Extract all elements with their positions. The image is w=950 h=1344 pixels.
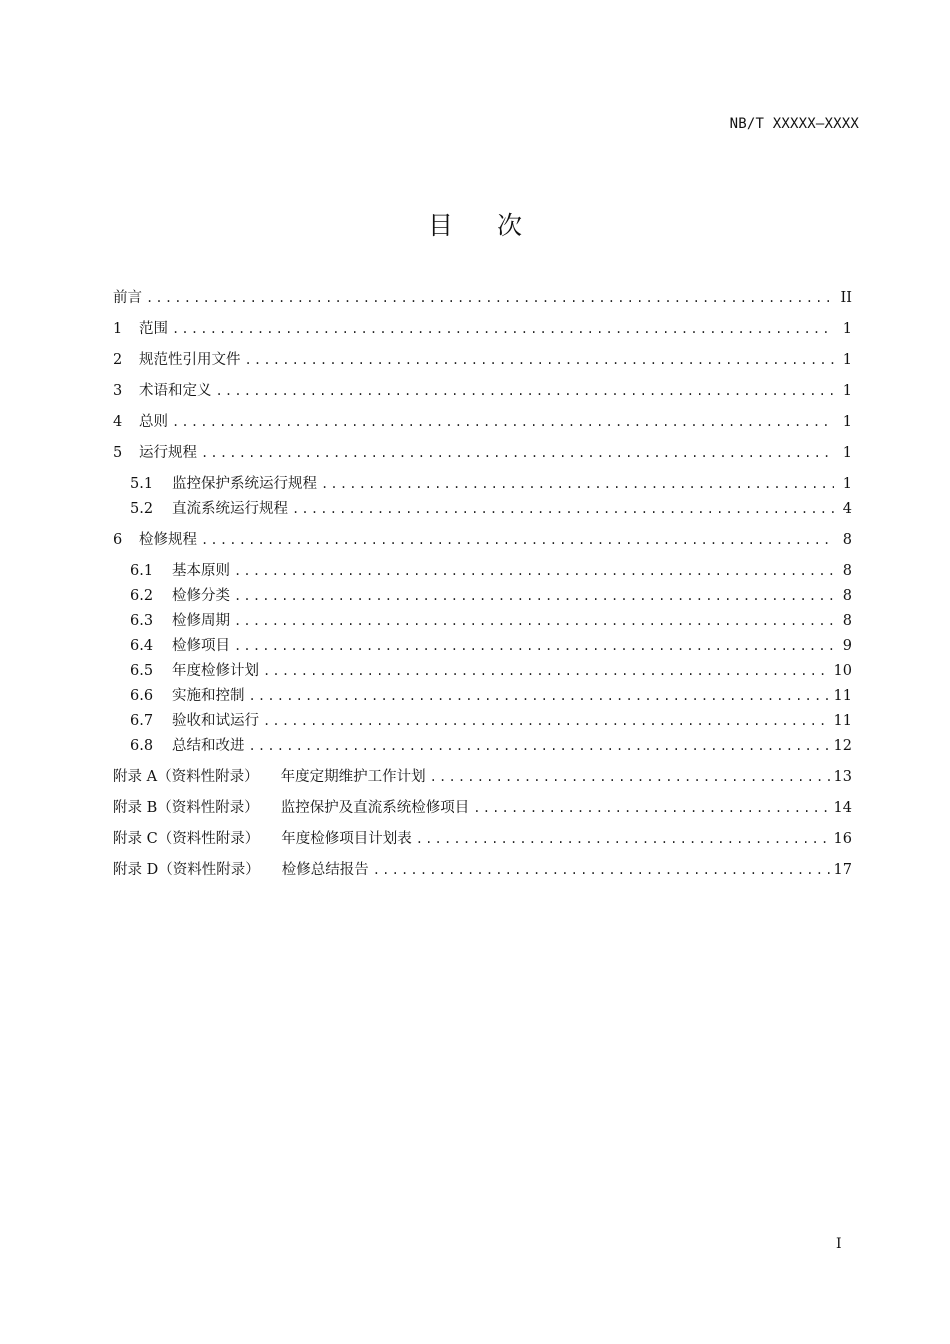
toc-title-char-2: 次 xyxy=(497,211,523,240)
toc-item-number: 2 xyxy=(113,352,123,368)
toc-leader xyxy=(234,585,834,607)
toc-leader xyxy=(373,859,830,881)
toc-item-number: 4 xyxy=(113,414,123,430)
toc-item-page: 16 xyxy=(833,831,852,847)
toc-item-number: 6.2 xyxy=(130,588,154,604)
toc-item-label: 检修周期 xyxy=(172,613,230,629)
toc-item-5-2[interactable] xyxy=(130,498,852,520)
toc-item-page: 13 xyxy=(833,769,852,785)
toc-leader xyxy=(263,710,830,732)
toc-item-label: 监控保护及直流系统检修项目 xyxy=(280,800,470,816)
toc-item-page: 1 xyxy=(842,414,852,430)
toc-leader xyxy=(321,473,834,495)
toc-item-label: 监控保护系统运行规程 xyxy=(172,476,317,492)
toc-item-label: 运行规程 xyxy=(139,445,197,461)
toc-item-appendix-c[interactable] xyxy=(113,828,852,850)
toc-item-number: 5.2 xyxy=(130,501,154,517)
toc-item-label: 检修分类 xyxy=(172,588,230,604)
toc-item-5-1[interactable] xyxy=(130,473,852,495)
toc-item-page: 14 xyxy=(833,800,852,816)
toc-item-label: 检修项目 xyxy=(172,638,230,654)
toc-item-number: 6 xyxy=(113,532,123,548)
toc-item-number: 6.4 xyxy=(130,638,154,654)
toc-item-appendix-b[interactable] xyxy=(113,797,852,819)
toc-leader xyxy=(234,560,834,582)
toc-item-label: 年度检修计划 xyxy=(172,663,259,679)
toc-item-page: 9 xyxy=(842,638,852,654)
page-number: I xyxy=(836,1236,842,1252)
toc-item-6-6[interactable] xyxy=(130,685,852,707)
toc-leader xyxy=(201,529,834,551)
toc-leader xyxy=(172,318,834,340)
toc-item-number: 6.8 xyxy=(130,738,154,754)
toc-leader xyxy=(216,380,835,402)
toc-leader xyxy=(234,610,834,632)
toc-item-appendix-a[interactable] xyxy=(113,766,852,788)
toc-item-label: 术语和定义 xyxy=(139,383,212,399)
toc-item-number: 3 xyxy=(113,383,123,399)
toc-item-number: 附录 C（资料性附录） xyxy=(113,831,260,847)
toc-item-label: 年度定期维护工作计划 xyxy=(280,769,426,785)
toc-leader xyxy=(263,660,830,682)
toc-item-label: 总则 xyxy=(139,414,168,430)
toc-item-6-7[interactable] xyxy=(130,710,852,732)
toc-item-label: 直流系统运行规程 xyxy=(172,501,288,517)
toc-item-number: 6.6 xyxy=(130,688,154,704)
toc-item-page: 8 xyxy=(842,563,852,579)
toc-leader xyxy=(430,766,830,788)
toc-leader xyxy=(416,828,830,850)
toc-leader xyxy=(292,498,834,520)
toc-item-number: 附录 A（资料性附录） xyxy=(113,769,259,785)
toc-item-number: 5 xyxy=(113,445,123,461)
toc-title xyxy=(0,206,950,242)
toc-item-page: 1 xyxy=(842,476,852,492)
toc-item-number: 6.1 xyxy=(130,563,154,579)
toc-item-page: II xyxy=(840,290,852,306)
toc-item-label: 范围 xyxy=(139,321,168,337)
toc-item-6-8[interactable] xyxy=(130,735,852,757)
toc-item-number: 6.7 xyxy=(130,713,154,729)
toc-item-2[interactable] xyxy=(113,349,852,371)
toc-item-page: 1 xyxy=(842,321,852,337)
toc-item-label: 前言 xyxy=(113,290,142,306)
toc-item-6-5[interactable] xyxy=(130,660,852,682)
toc-item-page: 11 xyxy=(833,713,852,729)
toc-item-number: 附录 B（资料性附录） xyxy=(113,800,259,816)
toc-item-label: 总结和改进 xyxy=(172,738,245,754)
toc-item-page: 8 xyxy=(842,588,852,604)
toc-leader xyxy=(146,287,834,309)
toc-item-page: 10 xyxy=(833,663,852,679)
toc-item-label: 规范性引用文件 xyxy=(139,352,241,368)
toc-item-number: 1 xyxy=(113,321,123,337)
toc-item-page: 12 xyxy=(833,738,852,754)
toc-item-6-1[interactable] xyxy=(130,560,852,582)
toc-item-page: 1 xyxy=(842,352,852,368)
toc-item-appendix-d[interactable] xyxy=(113,859,852,881)
toc-leader xyxy=(172,411,834,433)
toc-item-3[interactable] xyxy=(113,380,852,402)
toc-leader xyxy=(473,797,829,819)
toc-item-page: 11 xyxy=(833,688,852,704)
toc-leader xyxy=(234,635,834,657)
toc-item-page: 8 xyxy=(842,613,852,629)
toc-leader xyxy=(245,349,835,371)
toc-item-label: 年度检修项目计划表 xyxy=(281,831,412,847)
toc-item-foreword[interactable] xyxy=(113,287,852,309)
toc-item-label: 实施和控制 xyxy=(172,688,245,704)
toc-leader xyxy=(249,735,830,757)
toc-leader xyxy=(249,685,830,707)
toc-item-label: 验收和试运行 xyxy=(172,713,259,729)
toc-item-number: 5.1 xyxy=(130,476,154,492)
toc-item-page: 4 xyxy=(842,501,852,517)
toc-item-label: 检修总结报告 xyxy=(281,862,369,878)
toc-item-number: 6.5 xyxy=(130,663,154,679)
toc-item-5[interactable] xyxy=(113,442,852,464)
toc-item-page: 1 xyxy=(842,383,852,399)
toc-item-6-3[interactable] xyxy=(130,610,852,632)
toc-item-page: 1 xyxy=(842,445,852,461)
toc-leader xyxy=(201,442,834,464)
toc-item-6-2[interactable] xyxy=(130,585,852,607)
toc-item-1[interactable] xyxy=(113,318,852,340)
toc-title-char-1: 目 xyxy=(427,211,453,240)
toc-item-label: 检修规程 xyxy=(139,532,197,548)
toc-item-page: 17 xyxy=(833,862,852,878)
toc-item-4[interactable] xyxy=(113,411,852,433)
toc-item-number: 附录 D（资料性附录） xyxy=(113,862,260,878)
toc-item-number: 6.3 xyxy=(130,613,154,629)
toc-item-6-4[interactable] xyxy=(130,635,852,657)
toc-item-page: 8 xyxy=(842,532,852,548)
toc-item-label: 基本原则 xyxy=(172,563,230,579)
document-code: NB/T XXXXX—XXXX xyxy=(729,116,859,132)
toc-item-6[interactable] xyxy=(113,529,852,551)
